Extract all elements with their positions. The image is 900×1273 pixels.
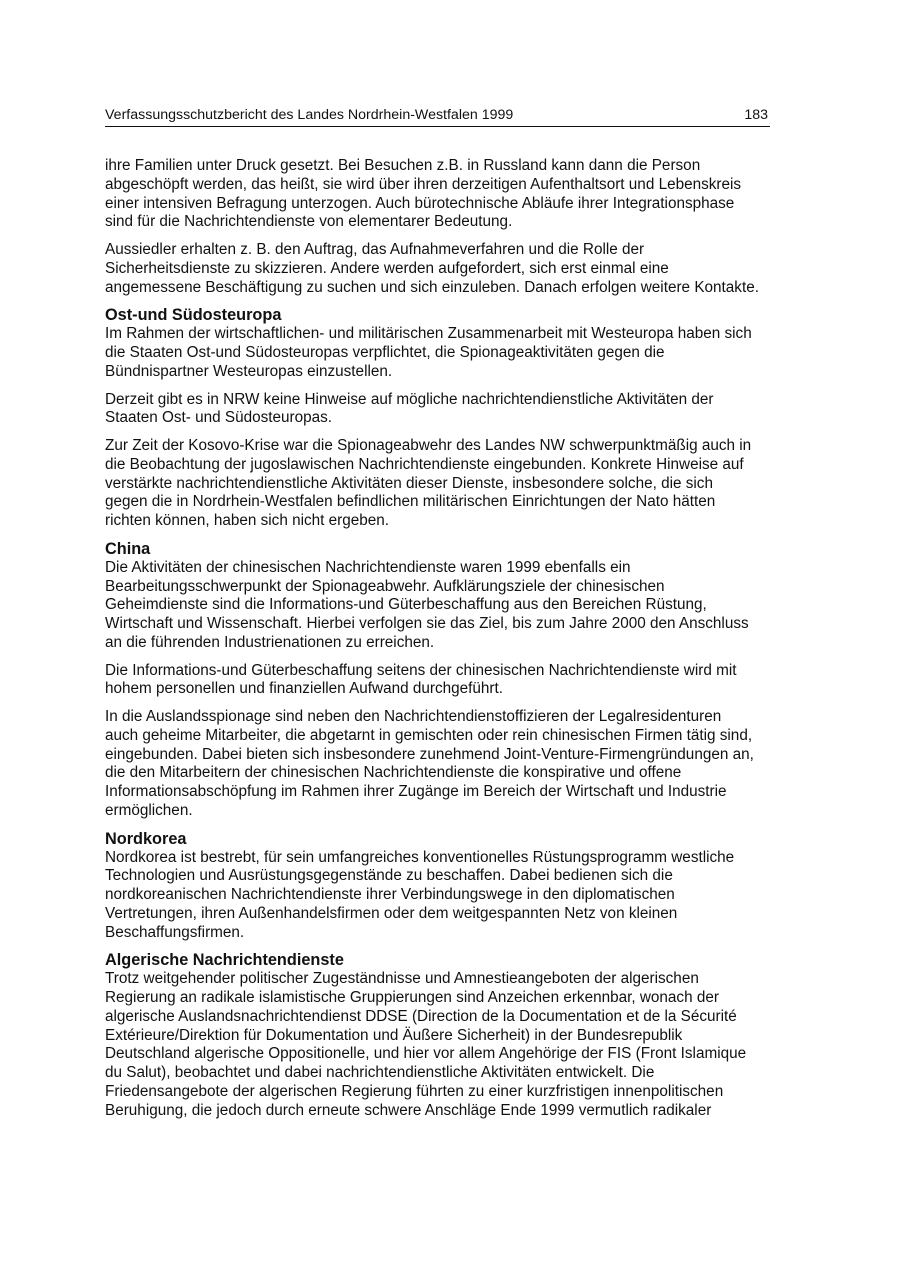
paragraph bbox=[105, 437, 805, 531]
paragraph bbox=[105, 662, 805, 700]
text-line: ihre Familien unter Druck gesetzt. Bei Besuchen z.B. in Russland kann dann die Person bbox=[105, 157, 701, 174]
page-number: 183 bbox=[744, 107, 768, 123]
text-line: Derzeit gibt es in NRW keine Hinweise auf mögliche nachrichtendienstliche Aktivitäten der bbox=[105, 390, 714, 408]
text-line: Nordkorea ist bestrebt, für sein umfangreiches konventionelles Rüstungsprogramm westliche bbox=[105, 848, 735, 866]
text-line: Geheimdienste sind die Informations-und Güterbeschaffung aus den Bereichen Rüstung, bbox=[105, 596, 707, 614]
section-heading-algerische-nachrichtendienste: Algerische Nachrichtendienste bbox=[105, 951, 344, 970]
text-line: ermöglichen. bbox=[105, 801, 193, 819]
text-line: die den Mitarbeitern der chinesischen Nachrichtendienste die konspirative und offene bbox=[105, 764, 682, 782]
text-line: die Staaten Ost-und Südosteuropas verpflichtet, die Spionageaktivitäten gegen die bbox=[105, 344, 665, 361]
text-line: sind für die Nachrichtendienste von elementarer Bedeutung. bbox=[105, 213, 513, 231]
text-line: auch geheime Mitarbeiter, die abgetarnt in gemischten oder rein chinesischen Firmen tätig sind, bbox=[105, 726, 753, 744]
paragraph bbox=[105, 157, 805, 232]
text-line: Extérieure/Direktion für Dokumentation und Äußere Sicherheit) in der Bundesrepublik bbox=[105, 1026, 683, 1044]
text-line: Informationsabschöpfung im Rahmen ihrer Zugänge im Bereich der Wirtschaft und Industrie bbox=[105, 783, 727, 800]
text-line: Die Aktivitäten der chinesischen Nachrichtendienste waren 1999 ebenfalls ein bbox=[105, 558, 631, 576]
text-line: Deutschland algerische Oppositionelle, und hier vor allem Angehörige der FIS (Front Islamique bbox=[105, 1045, 747, 1063]
text-line: Staaten Ost- und Südosteuropas. bbox=[105, 409, 333, 427]
text-line: einer intensiven Befragung unterzogen. Auch bürotechnische Abläufe ihrer Integrationsphase bbox=[105, 194, 735, 212]
text-line: Vertretungen, ihren Außenhandelsfirmen oder dem weitgespannten Netz von kleinen bbox=[105, 904, 678, 922]
text-line: Beruhigung, die jedoch durch erneute schwere Anschläge Ende 1999 vermutlich radikaler bbox=[105, 1101, 712, 1119]
paragraph bbox=[105, 849, 805, 943]
text-line: Bündnispartner Westeuropas einzustellen. bbox=[105, 362, 393, 380]
text-line: richten können, haben sich nicht ergeben. bbox=[105, 512, 390, 529]
section-heading-china: China bbox=[105, 539, 151, 558]
text-line: Sicherheitsdienste zu skizzieren. Andere werden aufgefordert, sich erst einmal eine bbox=[105, 259, 669, 277]
paragraph bbox=[105, 391, 805, 429]
text-line: gegen die in Nordrhein-Westfalen befindlichen militärischen Einrichtungen der Nato hätten bbox=[105, 493, 716, 511]
text-line: hohem personellen und finanziellen Aufwand durchgeführt. bbox=[105, 680, 503, 698]
text-line: eingebunden. Dabei bieten sich insbesondere zunehmend Joint-Venture-Firmengründungen an, bbox=[105, 745, 754, 763]
text-line: Im Rahmen der wirtschaftlichen- und militärischen Zusammenarbeit mit Westeuropa haben sich bbox=[105, 325, 752, 343]
text-line: verstärkte nachrichtendienstliche Aktivitäten dieser Dienste, insbesondere solche, die sich bbox=[105, 474, 713, 492]
paragraph bbox=[105, 559, 805, 653]
text-line: nordkoreanischen Nachrichtendienste ihrer Verbindungswege in den diplomatischen bbox=[105, 886, 675, 903]
text-line: die Beobachtung der jugoslawischen Nachrichtendienste eingebunden. Konkrete Hinweise auf bbox=[105, 455, 744, 473]
text-line: Beschaffungsfirmen. bbox=[105, 923, 245, 941]
running-header bbox=[105, 107, 770, 127]
text-line: Zur Zeit der Kosovo-Krise war die Spionageabwehr des Landes NW schwerpunktmäßig auch in bbox=[105, 437, 752, 454]
section-heading-ost-suedosteuropa: Ost-und Südosteuropa bbox=[105, 306, 282, 325]
body-text bbox=[105, 157, 805, 1129]
text-line: Wirtschaft und Wissenschaft. Hierbei verfolgen sie das Ziel, bis zum Jahre 2000 den Anschluss bbox=[105, 615, 749, 632]
text-line: Friedensangebote der algerischen Regierung führten zu einer kurzfristigen innenpolitischen bbox=[105, 1082, 724, 1100]
section-heading-nordkorea: Nordkorea bbox=[105, 829, 187, 848]
text-line: abgeschöpft werden, das heißt, sie wird über ihren derzeitigen Aufenthaltsort und Lebenskreis bbox=[105, 175, 742, 193]
text-line: an die führenden Industrienationen zu erreichen. bbox=[105, 633, 435, 651]
paragraph bbox=[105, 708, 805, 821]
text-line: Technologien und Ausrüstungsgegenstände zu beschaffen. Dabei bedienen sich die bbox=[105, 867, 673, 885]
text-line: Bearbeitungsschwerpunkt der Spionageabwehr. Aufklärungsziele der chinesischen bbox=[105, 577, 665, 595]
text-line: du Salut), beobachtet und dabei nachrichtendienstliche Aktivitäten entwickelt. Die bbox=[105, 1064, 655, 1081]
text-line: In die Auslandsspionage sind neben den Nachrichtendienstoffizieren der Legalresidenturen bbox=[105, 708, 722, 725]
text-line: Die Informations-und Güterbeschaffung seitens der chinesischen Nachrichtendienste wird mit bbox=[105, 661, 737, 679]
text-line: Aussiedler erhalten z. B. den Auftrag, das Aufnahmeverfahren und die Rolle der bbox=[105, 241, 645, 258]
text-line: angemessene Beschäftigung zu suchen und sich einzuleben. Danach erfolgen weitere Kontakte. bbox=[105, 278, 759, 296]
header-title: Verfassungsschutzbericht des Landes Nordrhein-Westfalen 1999 bbox=[105, 107, 514, 123]
paragraph bbox=[105, 970, 805, 1120]
text-line: algerische Auslandsnachrichtendienst DDSE (Direction de la Documentation et de la Sécurité bbox=[105, 1007, 737, 1025]
paragraph bbox=[105, 325, 805, 381]
text-line: Regierung an radikale islamistische Gruppierungen sind Anzeichen erkennbar, wonach der bbox=[105, 989, 719, 1006]
paragraph bbox=[105, 241, 805, 297]
text-line: Trotz weitgehender politischer Zugeständnisse und Amnestieangeboten der algerischen bbox=[105, 970, 699, 988]
